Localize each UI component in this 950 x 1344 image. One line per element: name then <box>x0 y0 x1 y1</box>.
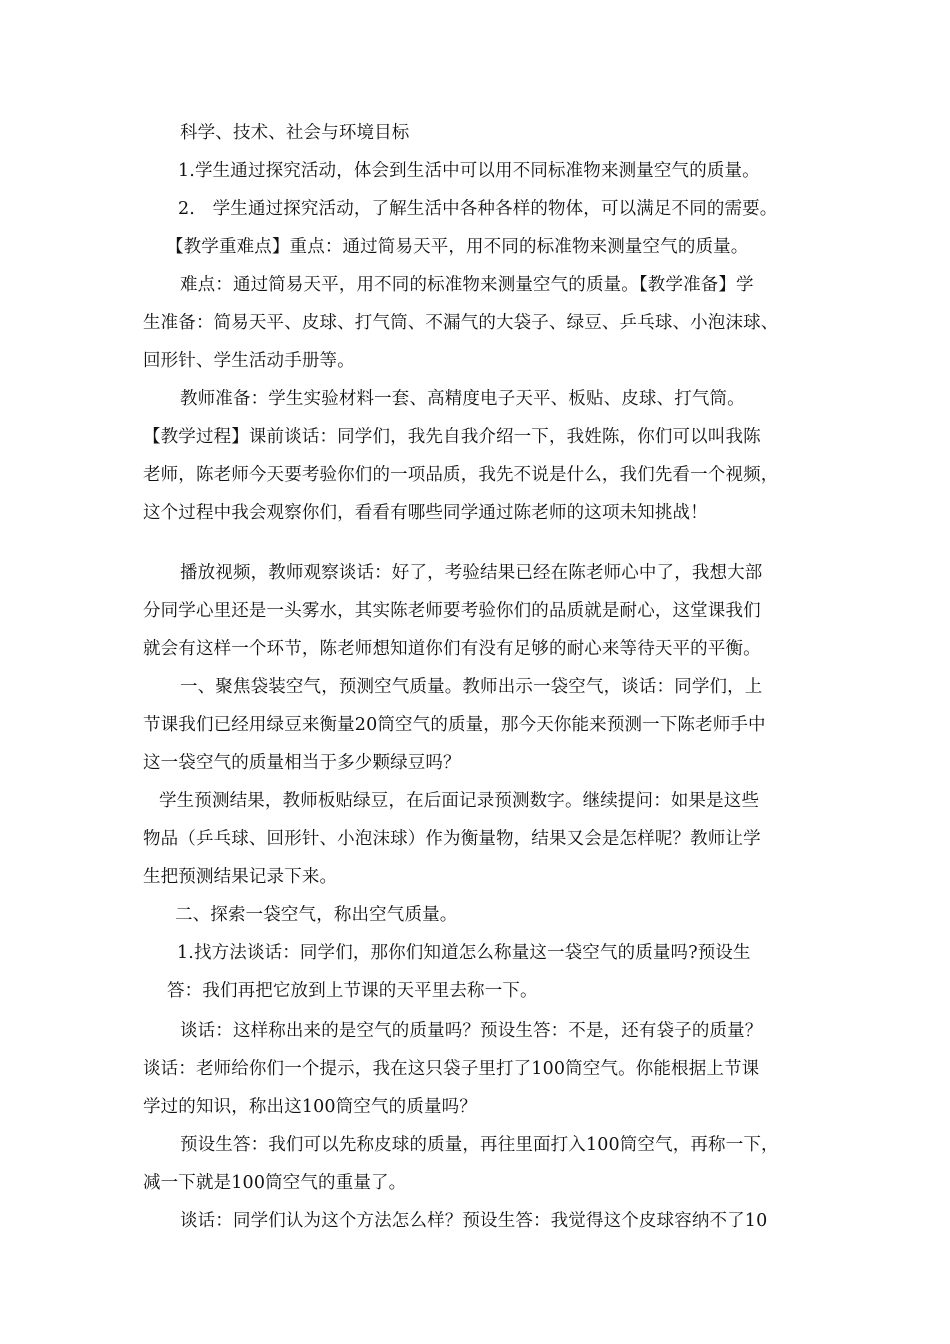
paragraph-line: 教师准备：学生实验材料一套、高精度电子天平、板贴、皮球、打气筒。 <box>180 389 745 409</box>
section-heading: 二、探索一袋空气，称出空气质量。 <box>175 905 458 925</box>
paragraph-line: 分同学心里还是一头雾水，其实陈老师要考验你们的品质就是耐心，这堂课我们 <box>143 601 761 621</box>
paragraph-line: 回形针、学生活动手册等。 <box>143 351 355 371</box>
paragraph-line: 这个过程中我会观察你们，看看有哪些同学通过陈老师的这项未知挑战！ <box>143 503 708 523</box>
paragraph-line: 物品（乒乓球、回形针、小泡沫球）作为衡量物，结果又会是怎样呢？教师让学 <box>143 829 761 849</box>
paragraph-line: 这一袋空气的质量相当于多少颗绿豆吗？ <box>143 753 461 773</box>
paragraph-line: 生把预测结果记录下来。 <box>143 867 338 887</box>
paragraph-line: 学生预测结果，教师板贴绿豆，在后面记录预测数字。继续提问：如果是这些 <box>159 791 760 811</box>
paragraph-line: 答：我们再把它放到上节课的天平里去称一下。 <box>167 981 538 1001</box>
paragraph-line: 预设生答：我们可以先称皮球的质量，再往里面打入100筒空气，再称一下， <box>180 1135 779 1155</box>
paragraph-line: 谈话：这样称出来的是空气的质量吗？预设生答：不是，还有袋子的质量？ <box>180 1021 763 1041</box>
paragraph-line: 谈话：老师给你们一个提示，我在这只袋子里打了100筒空气。你能根据上节课 <box>143 1059 760 1079</box>
paragraph-line: 难点：通过简易天平，用不同的标准物来测量空气的质量。【教学准备】学 <box>180 275 754 295</box>
paragraph-line: 2. 学生通过探究活动，了解生活中各种各样的物体，可以满足不同的需要。 <box>178 199 778 219</box>
paragraph-line: 1.学生通过探究活动，体会到生活中可以用不同标准物来测量空气的质量。 <box>178 161 760 181</box>
paragraph-line: 节课我们已经用绿豆来衡量20筒空气的质量，那今天你能来预测一下陈老师手中 <box>143 715 766 735</box>
paragraph-line: 学过的知识，称出这100筒空气的质量吗？ <box>143 1097 477 1117</box>
paragraph-line: 老师，陈老师今天要考验你们的一项品质，我先不说是什么，我们先看一个视频， <box>143 465 779 485</box>
paragraph-line: 【教学过程】课前谈话：同学们，我先自我介绍一下，我姓陈，你们可以叫我陈 <box>143 427 761 447</box>
paragraph-line: 就会有这样一个环节，陈老师想知道你们有没有足够的耐心来等待天平的平衡。 <box>143 639 761 659</box>
paragraph-line: 减一下就是100筒空气的重量了。 <box>143 1173 407 1193</box>
paragraph-line: 1.找方法谈话：同学们，那你们知道怎么称量这一袋空气的质量吗?预设生 <box>177 943 751 963</box>
section-heading: 科学、技术、社会与环境目标 <box>180 123 410 143</box>
paragraph-line: 播放视频，教师观察谈话：好了，考验结果已经在陈老师心中了，我想大部 <box>180 563 763 583</box>
paragraph-line: 【教学重难点】重点：通过简易天平，用不同的标准物来测量空气的质量。 <box>166 237 749 257</box>
paragraph-line: 一、聚焦袋装空气，预测空气质量。教师出示一袋空气，谈话：同学们，上 <box>180 677 763 697</box>
paragraph-line: 生准备：简易天平、皮球、打气筒、不漏气的大袋子、绿豆、乒乓球、小泡沫球、 <box>143 313 779 333</box>
paragraph-line: 谈话：同学们认为这个方法怎么样？预设生答：我觉得这个皮球容纳不了10 <box>180 1211 768 1231</box>
